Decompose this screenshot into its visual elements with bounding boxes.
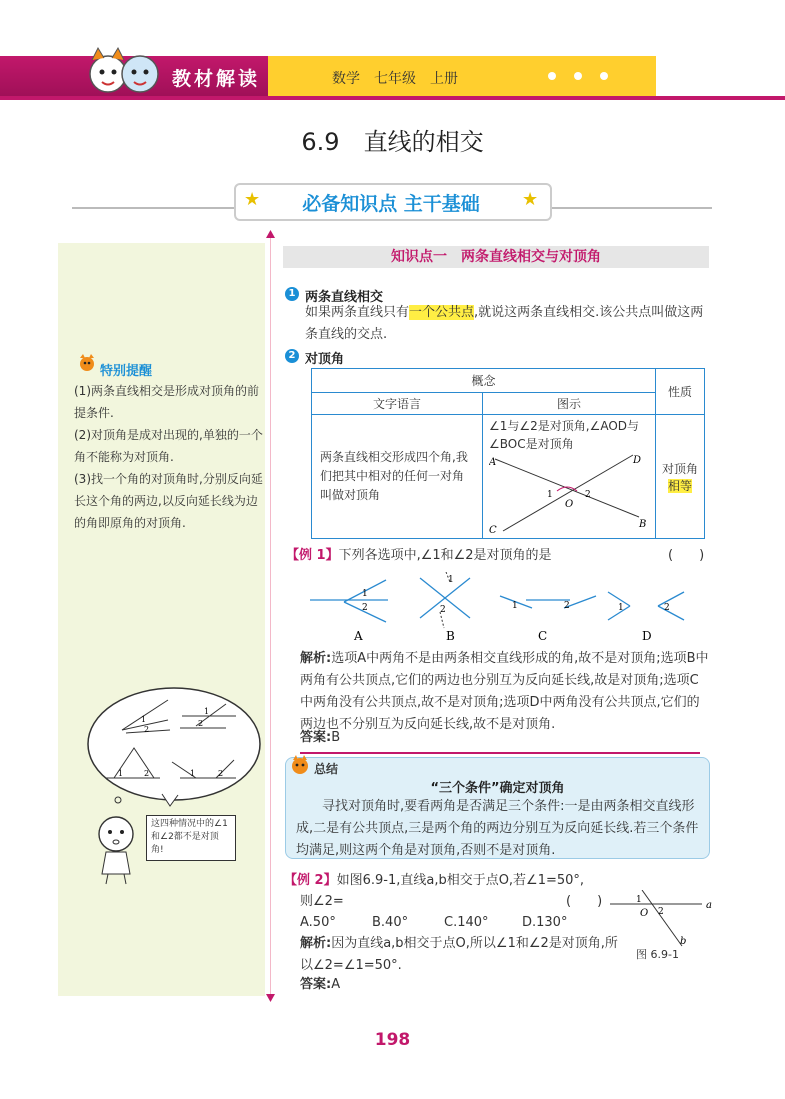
answer-value: A	[331, 977, 341, 992]
option-b: B.40°	[372, 915, 409, 930]
intersecting-lines-diagram	[489, 453, 649, 533]
decor-dot	[574, 72, 582, 80]
answer-paren: ( )	[668, 548, 705, 563]
analysis-label: 解析:	[300, 651, 332, 666]
option-b-label: B	[446, 629, 455, 642]
angle-1-label: 1	[618, 603, 624, 613]
option-c-label: C	[538, 629, 548, 642]
star-icon: ★	[244, 189, 261, 210]
example-2-question	[284, 870, 584, 892]
angle-2-label: 2	[218, 769, 224, 778]
option-d: D.130°	[522, 915, 568, 930]
point-a-label: A	[489, 457, 497, 468]
banner-text: 必备知识点 主干基础	[302, 193, 480, 215]
vertical-angle-table	[311, 368, 705, 539]
example-label: 【例 2】	[284, 873, 337, 888]
number-badge: 1	[285, 287, 299, 301]
answer-label: 答案:	[300, 730, 332, 745]
arrow-up-icon	[266, 230, 275, 238]
analysis-label: 解析:	[300, 936, 332, 951]
tip-item: (1)两条直线相交是形成对顶角的前提条件.	[74, 384, 259, 420]
table-definition: 两条直线相交形成四个角,我们把其中相对的任何一对角叫做对顶角	[312, 415, 483, 539]
property-text: 对顶角	[661, 461, 698, 476]
figure-caption: 图 6.9-1	[636, 948, 679, 961]
analysis-text: 选项A中两角不是由两条相交直线形成的角,故不是对顶角;选项B中两角有公共顶点,它们的两边也分别互为反向延长线,故是对顶角;选项C中两角没有公共顶点,故不是对顶角;选项D中两角没有公共顶点,它们的两边也不分别互为反向延长线,故不是对顶角.	[300, 651, 709, 732]
table-header-concept: 概念	[312, 369, 656, 393]
definition-pre: 如果两条直线只有	[305, 305, 410, 320]
angle-1-label: 1	[204, 707, 210, 716]
series-title: 教材解读	[172, 68, 261, 90]
tip-heading: 特别提醒	[100, 364, 153, 379]
angle-2-label: 2	[564, 601, 570, 611]
question-line-2: 则∠2=	[300, 894, 344, 909]
decor-dot	[548, 72, 556, 80]
point-d-label: D	[633, 455, 642, 466]
angle-2-label: 2	[362, 603, 368, 613]
angle-2-label: 2	[585, 490, 591, 500]
line-a-label: a	[706, 900, 712, 911]
figure-caption: ∠1与∠2是对顶角,∠AOD与∠BOC是对顶角	[489, 419, 640, 451]
point-b-label: B	[639, 519, 647, 530]
tip-text	[74, 380, 264, 534]
point-c-label: C	[489, 525, 497, 533]
table-header-figure: 图示	[483, 393, 656, 415]
example-2-answer	[300, 974, 340, 996]
angle-1-label: 1	[118, 769, 124, 778]
angle-2-label: 2	[664, 603, 670, 613]
table-property	[656, 415, 705, 539]
table-header-property: 性质	[656, 369, 705, 415]
question-text: 如图6.9-1,直线a,b相交于点O,若∠1=50°,	[336, 873, 585, 888]
example-2-analysis	[300, 933, 630, 977]
angle-1-label: 1	[141, 715, 147, 724]
knowledge-point-title: 知识点一 两条直线相交与对顶角	[283, 246, 709, 268]
definition-post: ,就说这两条直线相交.该公共点叫做这两条直线的交点.	[305, 305, 704, 342]
column-divider	[270, 232, 271, 1000]
tip-item: (2)对顶角是成对出现的,单独的一个角不能称为对顶角.	[74, 428, 263, 464]
star-icon: ★	[522, 189, 539, 210]
answer-value: B	[331, 730, 341, 745]
summary-rule	[300, 752, 700, 754]
point-o-label: O	[565, 499, 574, 510]
tip-mascot-icon	[76, 353, 98, 373]
example-1-answer	[300, 727, 340, 749]
option-a: A.50°	[300, 915, 336, 930]
angle-2-label: 2	[144, 769, 150, 778]
page-number: 198	[374, 1030, 411, 1050]
property-highlight: 相等	[667, 478, 692, 493]
subsection-title: 对顶角	[305, 352, 345, 367]
angle-2-label: 2	[144, 725, 150, 734]
table-header-text: 文字语言	[312, 393, 483, 415]
summary-title: “三个条件”确定对顶角	[430, 781, 565, 796]
speech-bubble: 这四种情况中的∠1和∠2都不是对顶角!	[146, 815, 236, 861]
table-figure-cell	[483, 415, 656, 539]
option-a-label: A	[354, 629, 363, 642]
answer-paren: ( )	[566, 894, 603, 909]
angle-1-label: 1	[547, 490, 553, 500]
analysis-text: 因为直线a,b相交于点O,所以∠1和∠2是对顶角,所以∠2=∠1=50°.	[300, 936, 618, 973]
summary-text: 寻找对顶角时,要看两角是否满足三个条件:一是由两条相交直线形成,二是有公共顶点,三是两个角的两边分别互为反向延长线.若三个条件均满足,则这两个角是对顶角,否则不是对顶角.	[296, 799, 699, 858]
angle-1-label: 1	[362, 589, 368, 599]
angle-2-label: 2	[198, 719, 204, 728]
header-yellow-band	[268, 56, 656, 96]
example-1-options-figure	[300, 572, 700, 642]
number-badge: 2	[285, 349, 299, 363]
subsection-title: 两条直线相交	[305, 290, 384, 305]
example-label: 【例 1】	[286, 548, 339, 563]
angle-1-label: 1	[636, 895, 642, 905]
example-1-question	[286, 545, 552, 567]
example-1-analysis	[300, 648, 710, 736]
point-o-label: O	[640, 908, 649, 919]
decor-dot	[600, 72, 608, 80]
option-c: C.140°	[444, 915, 489, 930]
question-text: 下列各选项中,∠1和∠2是对顶角的是	[338, 548, 552, 563]
summary-label: 总结	[314, 762, 339, 776]
angle-1-label: 1	[512, 601, 518, 611]
book-info: 数学 七年级 上册	[332, 71, 458, 87]
answer-label: 答案:	[300, 977, 332, 992]
highlight-term: 一个公共点	[409, 305, 475, 320]
definition-text	[305, 302, 711, 346]
mascot-icon	[78, 42, 170, 98]
chapter-title: 6.9 直线的相交	[301, 128, 484, 156]
tip-item: (3)找一个角的对顶角时,分别反向延长这个角的两边,以反向延长线为边的角即原角的对顶角.	[74, 472, 263, 530]
angle-2-label: 2	[440, 605, 446, 615]
angle-1-label: 1	[448, 575, 454, 585]
option-d-label: D	[642, 629, 652, 642]
angle-1-label: 1	[190, 769, 196, 778]
summary-mascot-icon	[288, 754, 312, 776]
angle-2-label: 2	[658, 907, 664, 917]
arrow-down-icon	[266, 994, 275, 1002]
line-b-label: b	[680, 936, 687, 947]
